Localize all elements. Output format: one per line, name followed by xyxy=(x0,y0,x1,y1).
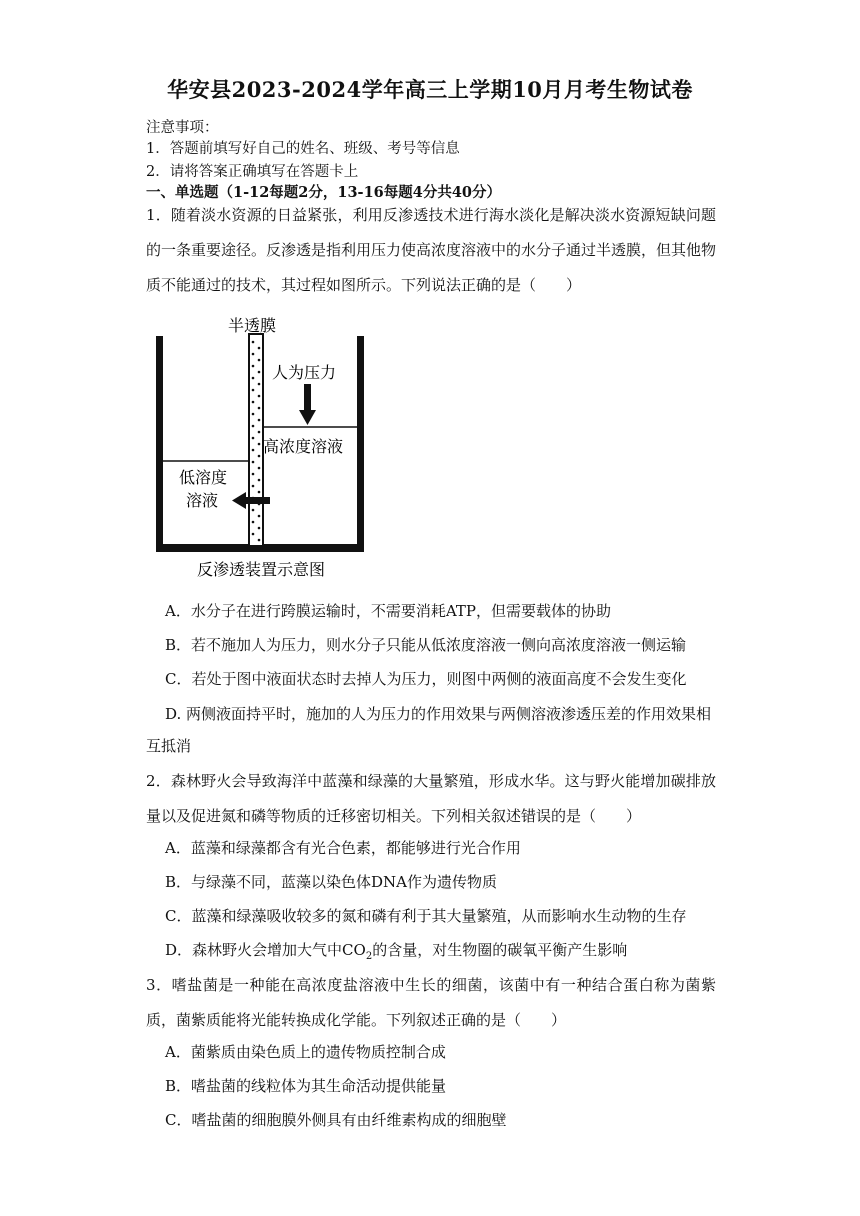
q1-option-c: C．若处于图中液面状态时去掉人为压力，则图中两侧的液面高度不会发生变化 xyxy=(165,670,687,688)
q2-stem: 2．森林野火会导致海洋中蓝藻和绿藻的大量繁殖，形成水华。这与野火能增加碳排放量以及促进氮和磷等物质的迁移密切相关。下列相关叙述错误的是（ ） xyxy=(146,772,716,825)
notice-heading: 注意事项： xyxy=(146,120,219,136)
notice-item-2: 2．请将答案正确填写在答题卡上 xyxy=(146,164,359,180)
q1-stem: 1．随着淡水资源的日益紧张，利用反渗透技术进行海水淡化是解决淡水资源短缺问题的一条重要途径。反渗透是指利用压力使高浓度溶液中的水分子通过半透膜，但其他物质不能通过的技术，其过程如图所示。下列说法正确的是（ ） xyxy=(146,206,717,294)
pressure-arrow-shaft xyxy=(304,384,311,412)
membrane-label: 半透膜 xyxy=(228,316,277,335)
q2-option-c: C．蓝藻和绿藻吸收较多的氮和磷有利于其大量繁殖，从而影响水生动物的生存 xyxy=(165,907,687,925)
q3-option-b: B．嗜盐菌的线粒体为其生命活动提供能量 xyxy=(165,1077,447,1095)
q3-stem: 3．嗜盐菌是一种能在高浓度盐溶液中生长的细菌，该菌中有一种结合蛋白称为菌紫质，菌紫质能将光能转换成化学能。下列叙述正确的是（ ） xyxy=(146,976,716,1029)
notice-item-1: 1．答题前填写好自己的姓名、班级、考号等信息 xyxy=(146,141,460,157)
flow-arrow-head xyxy=(232,492,246,509)
q2-option-a: A．蓝藻和绿藻都含有光合色素，都能够进行光合作用 xyxy=(165,839,521,857)
figure-caption: 反渗透装置示意图 xyxy=(197,560,326,579)
pressure-arrow-head xyxy=(299,410,316,425)
q3-option-a: A．菌紫质由染色质上的遗传物质控制合成 xyxy=(165,1043,446,1061)
pressure-label: 人为压力 xyxy=(272,363,337,382)
co2-subscript: 2 xyxy=(365,951,373,962)
container-right-wall xyxy=(357,336,364,551)
flow-arrow-shaft xyxy=(244,497,270,504)
q2-option-b: B．与绿藻不同，蓝藻以染色体DNA作为遗传物质 xyxy=(165,873,498,891)
page-title: 华安县2023-2024学年高三上学期10月月考生物试卷 xyxy=(167,77,693,102)
q2-option-d-post: 的含量，对生物圈的碳氧平衡产生影响 xyxy=(372,941,628,959)
high-solution-label: 高浓度溶液 xyxy=(263,437,344,456)
q3-option-c: C．嗜盐菌的细胞膜外侧具有由纤维素构成的细胞壁 xyxy=(165,1111,507,1129)
section-heading: 一、单选题（1-12每题2分，13-16每题4分共40分） xyxy=(146,184,502,201)
q1-option-b: B．若不施加人为压力，则水分子只能从低浓度溶液一侧向高浓度溶液一侧运输 xyxy=(165,636,687,654)
semipermeable-membrane xyxy=(249,334,263,546)
q2-option-d-pre: D．森林野火会增加大气中CO xyxy=(165,941,366,959)
q1-option-d-line1: D. 两侧液面持平时，施加的人为压力的作用效果与两侧溶液渗透压差的作用效果相 xyxy=(165,705,712,723)
low-solution-label-1: 低溶度 xyxy=(179,468,228,487)
q1-option-a: A．水分子在进行跨膜运输时，不需要消耗ATP，但需要载体的协助 xyxy=(165,602,611,620)
low-solution-label-2: 溶液 xyxy=(186,491,219,510)
q1-option-d-line2: 互抵消 xyxy=(146,737,192,755)
reverse-osmosis-diagram xyxy=(148,312,378,587)
container-left-wall xyxy=(156,336,163,551)
